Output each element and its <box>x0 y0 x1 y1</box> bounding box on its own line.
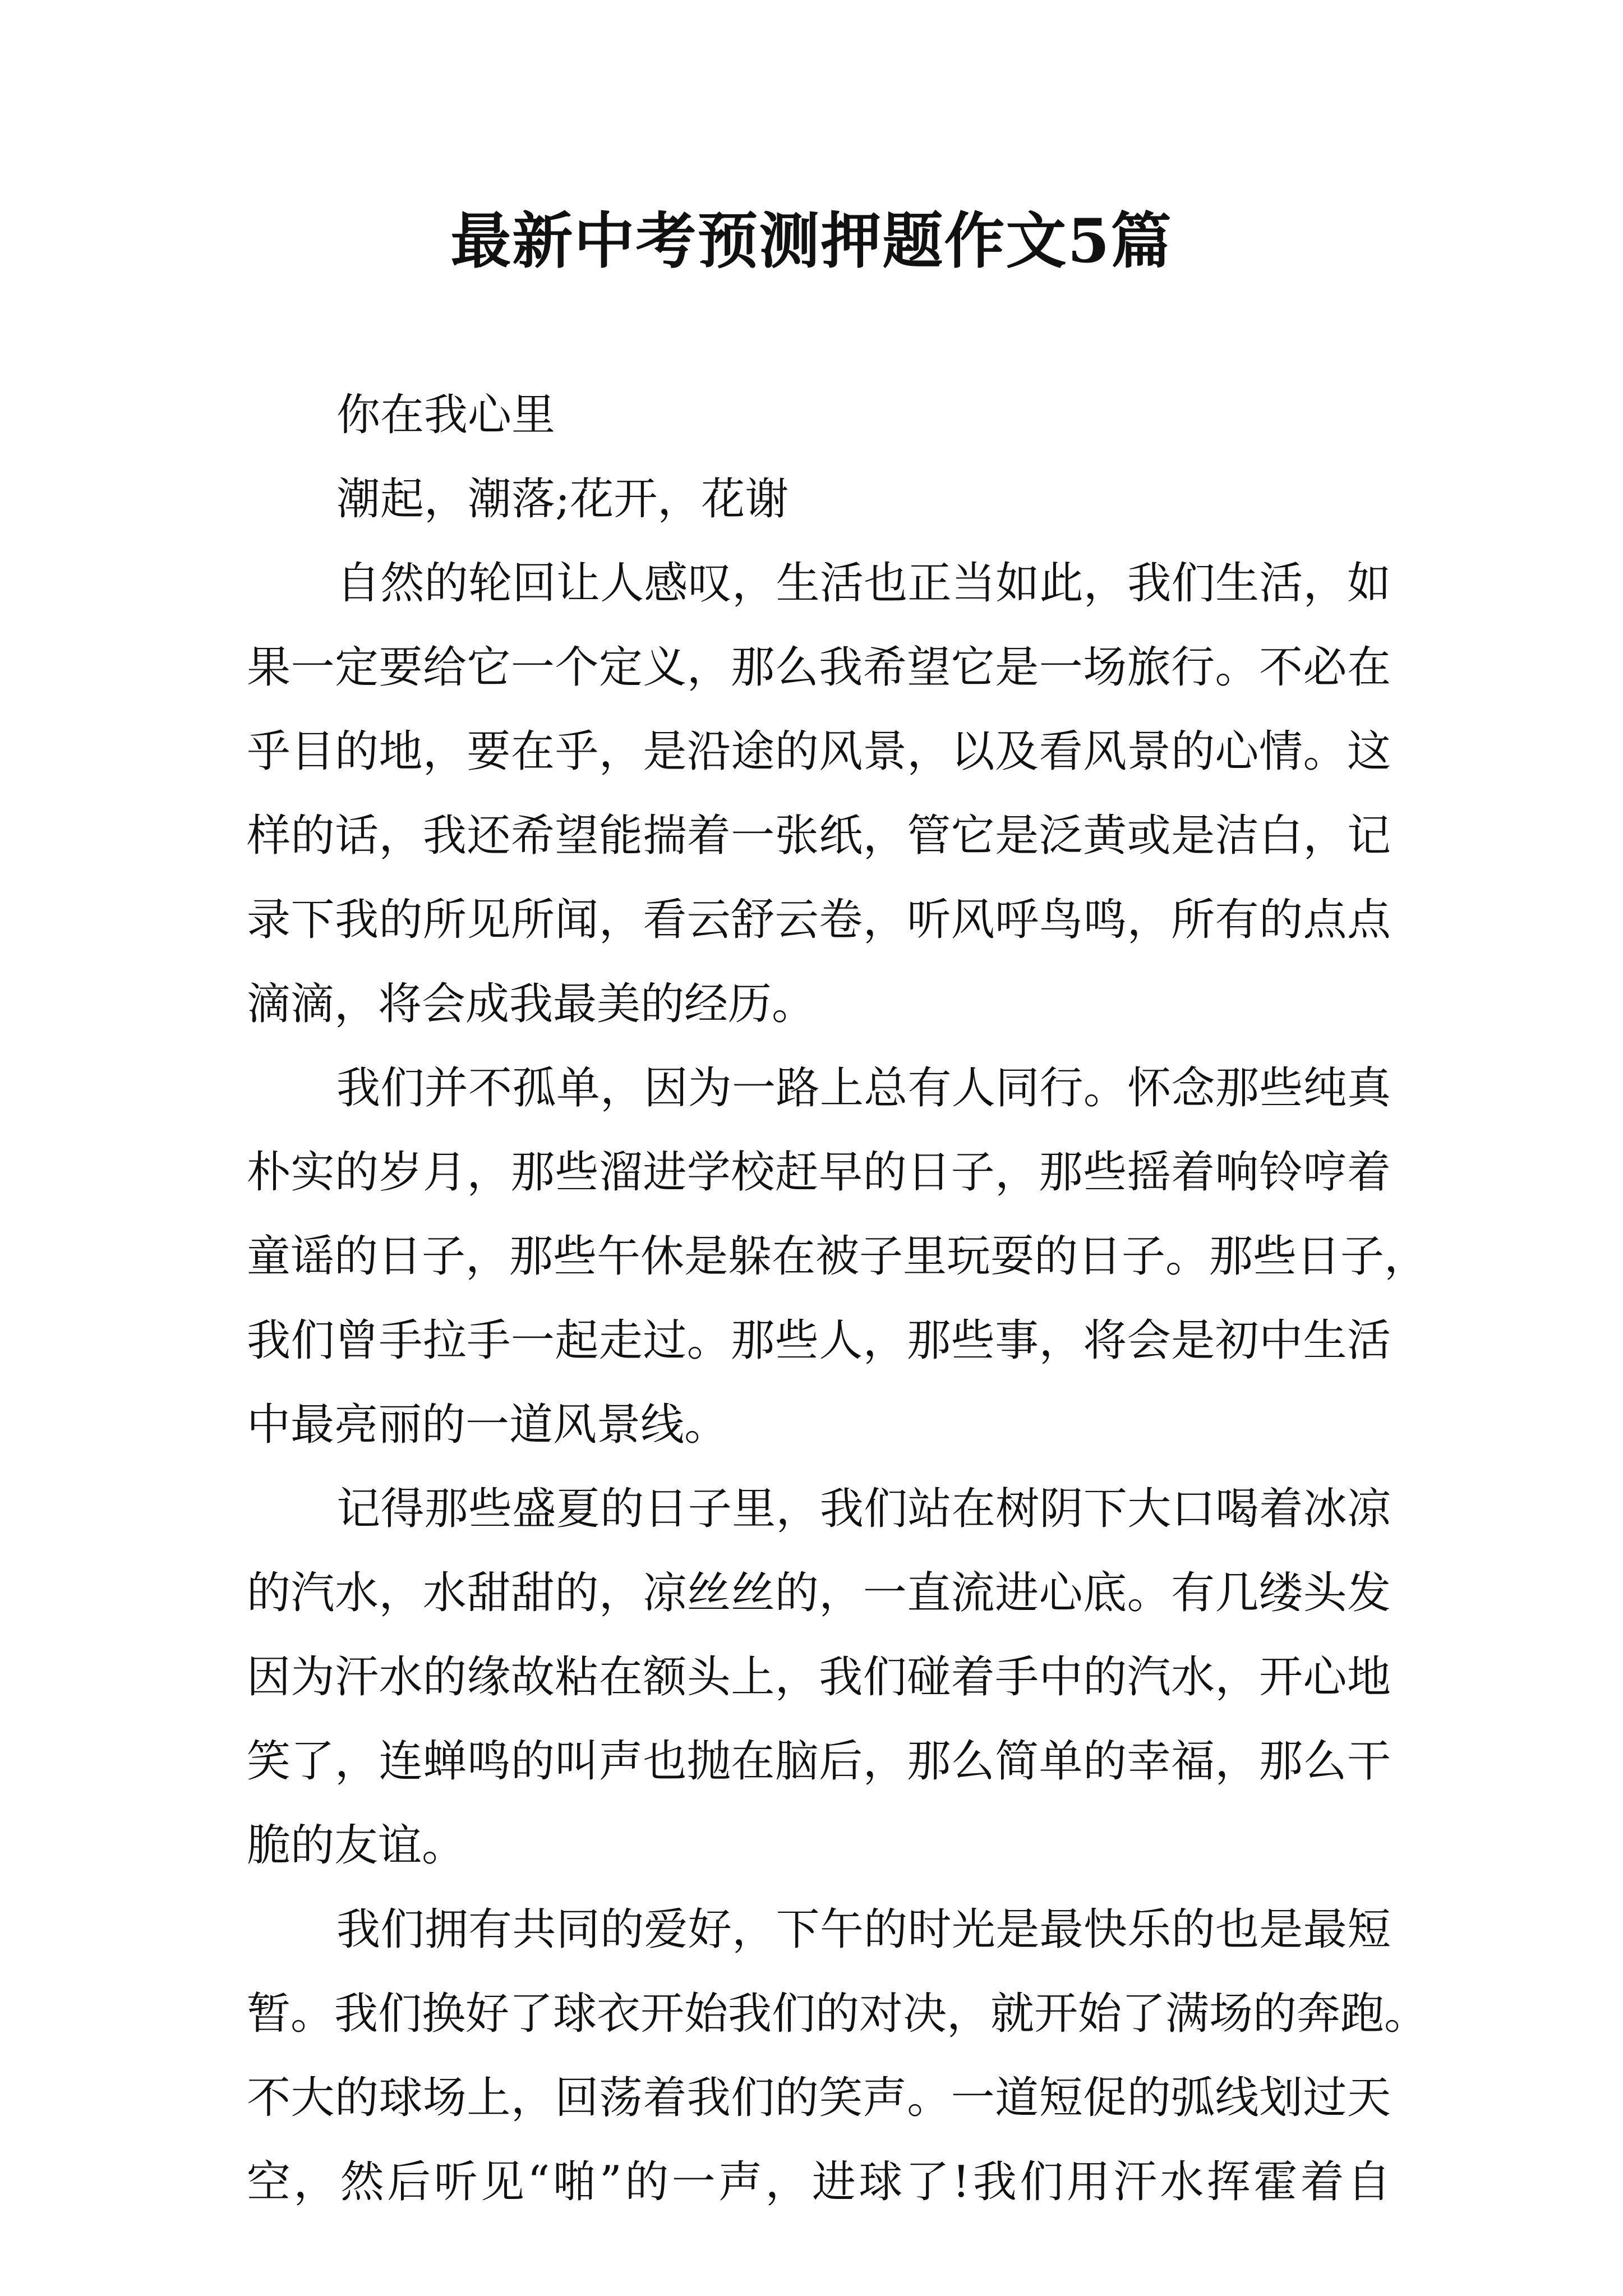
paragraph-line: 我们并不孤单，因为一路上总有人同行。怀念那些纯真 <box>336 1063 1391 1114</box>
paragraph-line: 笑了，连蝉鸣的叫声也抛在脑后，那么简单的幸福，那么干 <box>247 1736 1391 1787</box>
paragraph-line: 朴实的岁月，那些溜进学校赶早的日子，那些摇着响铃哼着 <box>247 1147 1391 1198</box>
paragraph-line: 我们曾手拉手一起走过。那些人，那些事，将会是初中生活 <box>247 1315 1391 1366</box>
paragraph-line: 乎目的地，要在乎，是沿途的风景，以及看风景的心情。这 <box>247 726 1391 777</box>
document-title: 最新中考预测押题作文5篇 <box>450 206 1173 277</box>
paragraph-line: 脆的友谊。 <box>247 1820 466 1871</box>
paragraph-line: 童谣的日子，那些午休是躲在被子里玩耍的日子。那些日子， <box>247 1231 1428 1282</box>
paragraph-line: 中最亮丽的一道风景线。 <box>247 1400 728 1450</box>
paragraph-line: 不大的球场上，回荡着我们的笑声。一道短促的弧线划过天 <box>247 2073 1391 2123</box>
paragraph-line: 的汽水，水甜甜的，凉丝丝的，一直流进心底。有几缕头发 <box>247 1568 1391 1618</box>
paragraph-line: 记得那些盛夏的日子里，我们站在树阴下大口喝着冰凉 <box>336 1484 1391 1534</box>
paragraph-line: 暂。我们换好了球衣开始我们的对决，就开始了满场的奔跑。 <box>247 1989 1428 2039</box>
paragraph-line: 潮起，潮落;花开，花谢 <box>336 474 789 524</box>
paragraph-line: 因为汗水的缘故粘在额头上，我们碰着手中的汽水，开心地 <box>247 1652 1391 1703</box>
paragraph-line: 自然的轮回让人感叹，生活也正当如此，我们生活，如 <box>336 558 1391 609</box>
paragraph-line: 样的话，我还希望能揣着一张纸，管它是泛黄或是洁白，记 <box>247 811 1391 861</box>
paragraph-line: 果一定要给它一个定义，那么我希望它是一场旅行。不必在 <box>247 642 1391 693</box>
paragraph-line: 空，然后听见“啪”的一声，进球了!我们用汗水挥霍着自 <box>247 2157 1391 2207</box>
paragraph-line: 滴滴，将会成我最美的经历。 <box>247 979 816 1029</box>
document-body <box>247 373 1428 2224</box>
paragraph-line: 你在我心里 <box>336 390 556 440</box>
paragraph-line: 录下我的所见所闻，看云舒云卷，听风呼鸟鸣，所有的点点 <box>247 895 1391 945</box>
paragraph-line: 我们拥有共同的爱好，下午的时光是最快乐的也是最短 <box>336 1904 1391 1955</box>
